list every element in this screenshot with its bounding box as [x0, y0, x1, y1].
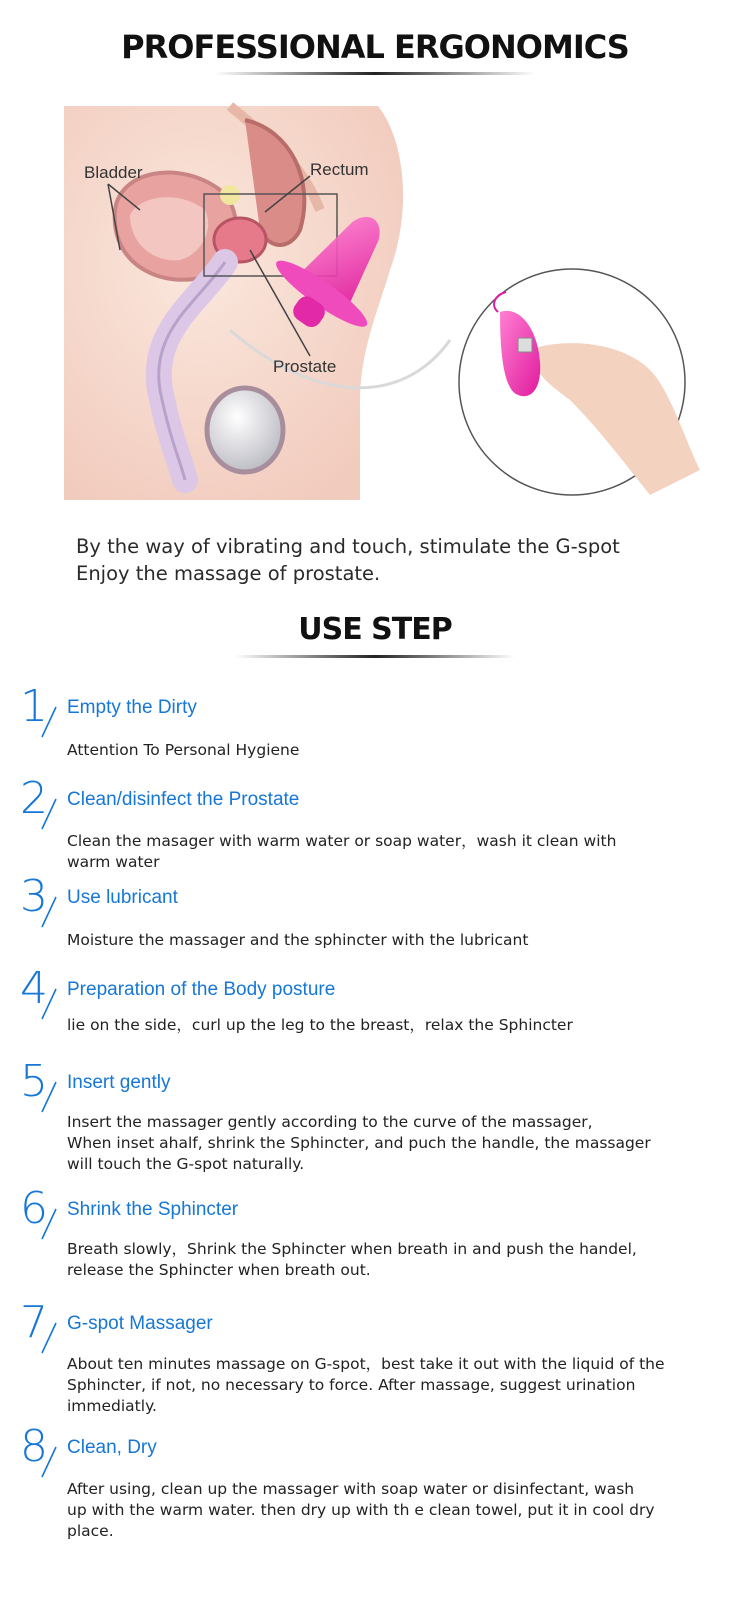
step-description-line: When inset ahalf, shrink the Sphincter, and puch the handle, the massager: [67, 1134, 651, 1152]
step-description-line: Sphincter, if not, no necessary to force. After massage, suggest urination: [67, 1376, 636, 1394]
step-number-text: 8: [20, 1423, 48, 1472]
step-description: [67, 1239, 727, 1281]
step-description-line: About ten minutes massage on G-spot，best take it out with the liquid of the: [67, 1355, 665, 1373]
section-title-use-step: USE STEP: [298, 612, 452, 647]
step-description-line: Moisture the massager and the sphincter with the lubricant: [67, 931, 529, 949]
step-description: [67, 1479, 727, 1542]
step-title: Insert gently: [67, 1072, 171, 1093]
label-bladder: Bladder: [84, 163, 143, 182]
step-description-line: will touch the G-spot naturally.: [67, 1155, 305, 1173]
label-prostate: Prostate: [273, 357, 337, 376]
step-title: Use lubricant: [67, 887, 178, 908]
step-description: [67, 740, 727, 761]
label-rectum: Rectum: [310, 160, 369, 179]
step-number: [18, 873, 62, 931]
step-number-text: 6: [20, 1185, 48, 1234]
step-description-line: After using, clean up the massager with soap water or disinfectant, wash: [67, 1480, 635, 1498]
step-number-text: 5: [20, 1058, 48, 1107]
step-description-line: Insert the massager gently according to the curve of the massager,: [67, 1113, 593, 1131]
title-divider: [215, 72, 535, 75]
caption-line: By the way of vibrating and touch, stimulate the G-spot: [76, 535, 620, 558]
step-title: G-spot Massager: [67, 1313, 213, 1334]
page-title: PROFESSIONAL ERGONOMICS: [121, 28, 629, 66]
step-title: Preparation of the Body posture: [67, 979, 336, 1000]
step-description-line: place.: [67, 1522, 114, 1540]
step-number-text: 4: [20, 965, 48, 1014]
step-description-line: lie on the side，curl up the leg to the breast，relax the Sphincter: [67, 1016, 573, 1034]
step-description: [67, 1112, 727, 1175]
step-number: [18, 1423, 62, 1481]
step-description: [67, 1354, 727, 1417]
step-title: Clean/disinfect the Prostate: [67, 789, 300, 810]
step-title: Clean, Dry: [67, 1437, 157, 1458]
step-description-line: up with the warm water. then dry up with th e clean towel, put it in cool dry: [67, 1501, 655, 1519]
step-number: [18, 965, 62, 1023]
step-number: [18, 683, 62, 741]
step-number: [18, 1185, 62, 1243]
step-description-line: Clean the masager with warm water or soap water，wash it clean with: [67, 832, 617, 850]
step-title: Shrink the Sphincter: [67, 1199, 239, 1220]
step-description: [67, 1015, 727, 1036]
section-divider: [235, 655, 515, 658]
step-number: [18, 775, 62, 833]
step-description-line: Attention To Personal Hygiene: [67, 741, 300, 759]
step-number: [18, 1058, 62, 1116]
step-description-line: immediatly.: [67, 1397, 157, 1415]
step-description-line: Breath slowly，Shrink the Sphincter when breath in and push the handel,: [67, 1240, 637, 1258]
step-title: Empty the Dirty: [67, 697, 197, 718]
testicle-organ: [207, 388, 283, 472]
step-description: [67, 930, 727, 951]
step-description-line: release the Sphincter when breath out.: [67, 1261, 371, 1279]
step-description: [67, 831, 727, 873]
step-number: [18, 1299, 62, 1357]
step-number-text: 7: [20, 1299, 48, 1348]
step-number-text: 1: [20, 683, 48, 732]
step-number-text: 2: [20, 775, 48, 824]
step-number-text: 3: [20, 873, 48, 922]
caption-line: Enjoy the massage of prostate.: [76, 562, 381, 585]
anatomy-illustration: [60, 100, 720, 510]
illustration-caption: [76, 533, 696, 587]
step-description-line: warm water: [67, 853, 160, 871]
